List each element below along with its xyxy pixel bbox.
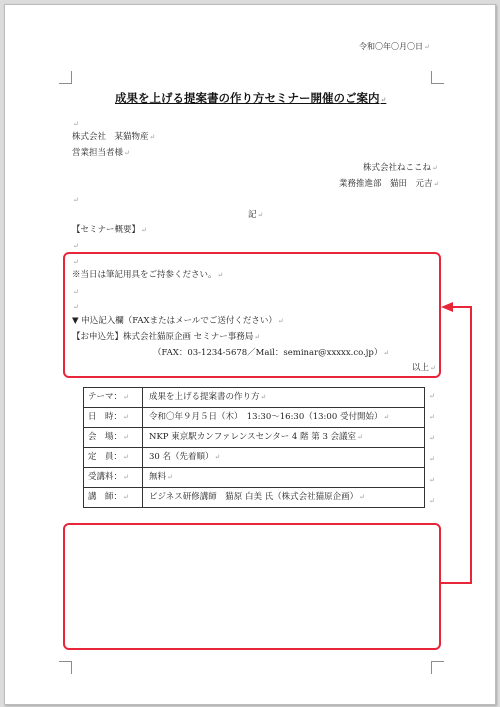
empty-paragraph-2[interactable]: ↵ (73, 196, 79, 204)
table-row-end-mark: ↵ (429, 497, 435, 505)
table-row-end-mark: ↵ (429, 476, 435, 484)
table-row (84, 448, 425, 468)
crop-mark-bottom-right (431, 661, 444, 674)
table-cell-label[interactable]: 会 場：↵ (84, 428, 143, 448)
highlight-box-application-section (63, 252, 441, 378)
crop-mark-bottom-left (59, 661, 72, 674)
document-page (4, 4, 496, 705)
closing-text[interactable]: 以上↵ (412, 363, 436, 373)
apply-to-line[interactable]: 【お申込先】株式会社猫原企画 セミナー事務局↵ (72, 332, 261, 342)
table-cell-value[interactable]: 30 名（先着順）↵ (143, 448, 425, 468)
table-row-end-mark: ↵ (429, 413, 435, 421)
sender-person[interactable]: 業務推進部 猫田 元吉↵ (339, 179, 440, 189)
table-row (84, 408, 425, 428)
table-cell-label[interactable]: 日 時：↵ (84, 408, 143, 428)
table-row-end-mark: ↵ (429, 455, 435, 463)
table-cell-label[interactable]: テーマ：↵ (84, 388, 143, 408)
recipient-company[interactable]: 株式会社 某猫物産↵ (72, 132, 156, 142)
table-row (84, 468, 425, 488)
table-row-end-mark: ↵ (429, 392, 435, 400)
document-title[interactable]: 成果を上げる提案書の作り方セミナー開催のご案内↵ (115, 91, 387, 105)
empty-paragraph-3[interactable]: ↵ (73, 242, 79, 250)
table-row (84, 488, 425, 508)
crop-mark-top-right (431, 71, 444, 84)
document-date[interactable]: 令和〇年〇月〇日↵ (359, 42, 430, 51)
table-cell-value[interactable]: ビジネス研修講師 猫原 白美 氏（株式会社猫原企画）↵ (143, 488, 425, 508)
empty-paragraph-1[interactable]: ↵ (73, 120, 79, 128)
table-cell-label[interactable]: 講 師：↵ (84, 488, 143, 508)
table-row-end-mark: ↵ (429, 434, 435, 442)
contact-line[interactable]: （FAX：03-1234-5678／Mail：seminar@xxxxx.co.jp）↵ (153, 348, 390, 358)
note-line[interactable]: ※当日は筆記用具をご持参ください。↵ (72, 270, 224, 280)
table-row (84, 388, 425, 408)
empty-paragraph-6[interactable]: ↵ (73, 303, 79, 311)
table-cell-label[interactable]: 受講料：↵ (84, 468, 143, 488)
table-cell-value[interactable]: NKP 東京駅カンファレンスセンター 4 階 第 3 会議室↵ (143, 428, 425, 448)
recipient-person[interactable]: 営業担当者様↵ (72, 148, 130, 158)
table-cell-label[interactable]: 定 員：↵ (84, 448, 143, 468)
empty-paragraph-4[interactable]: ↵ (73, 258, 79, 266)
seminar-details-table (83, 387, 425, 508)
crop-mark-top-left (59, 71, 72, 84)
table-row (84, 428, 425, 448)
ki-heading[interactable]: 記↵ (248, 210, 264, 220)
overview-heading[interactable]: 【セミナー概要】↵ (72, 225, 147, 235)
table-cell-value[interactable]: 成果を上げる提案書の作り方↵ (143, 388, 425, 408)
table-cell-value[interactable]: 令和〇年９月５日（木） 13:30～16:30（13:00 受付開始）↵ (143, 408, 425, 428)
table-cell-value[interactable]: 無料↵ (143, 468, 425, 488)
empty-paragraph-5[interactable]: ↵ (73, 288, 79, 296)
form-heading[interactable]: ▼ 申込記入欄（FAXまたはメールでご送付ください）↵ (72, 316, 284, 326)
sender-company[interactable]: 株式会社ねここね↵ (363, 163, 438, 173)
highlight-box-destination-area (63, 523, 441, 650)
